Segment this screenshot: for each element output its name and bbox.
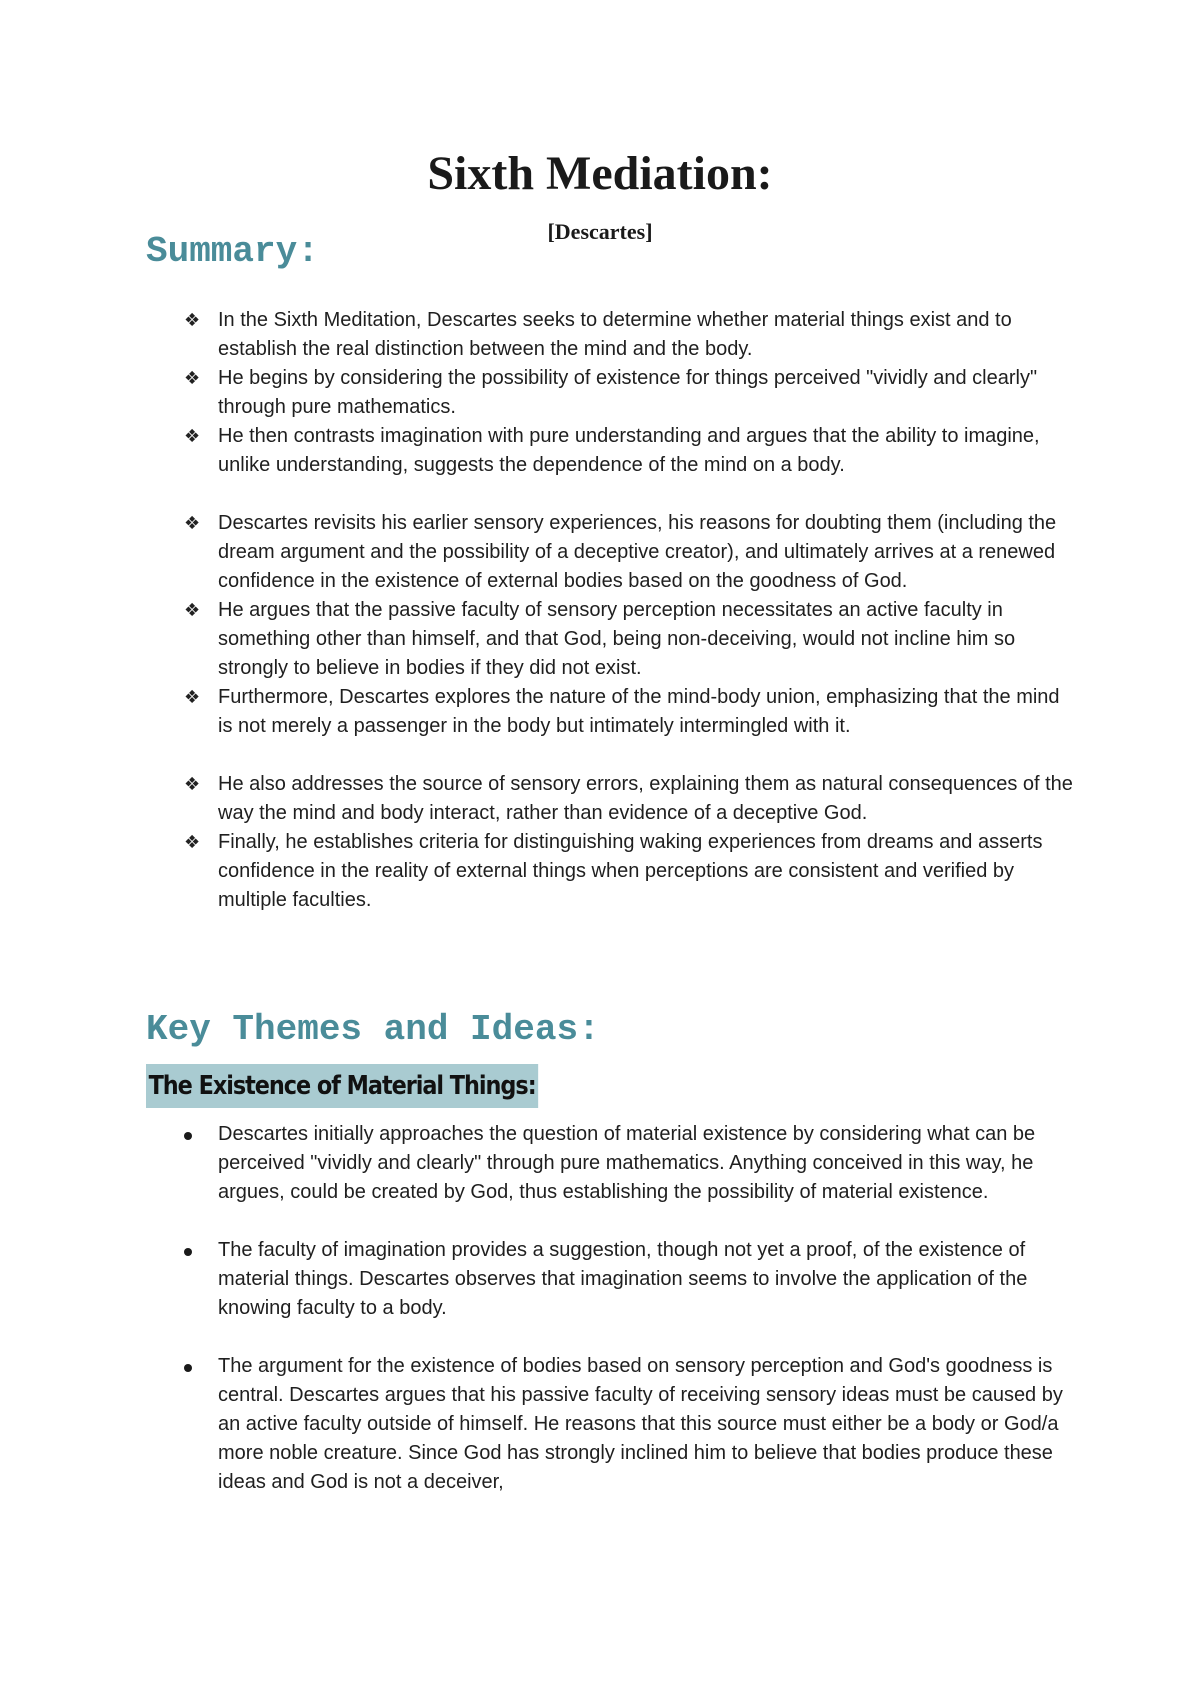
key-themes-list: [0, 1120, 1200, 1497]
document-title: Sixth Mediation:: [427, 147, 773, 200]
summary-item: [0, 364, 1078, 422]
summary-heading: Summary:: [146, 231, 319, 272]
summary-item-text: He argues that the passive faculty of sensory perception necessitates an active faculty in something other than himself, and that God, being non-deceiving, would not incline him so strongly to believe in bodies if they did not exist.: [218, 599, 1016, 679]
theme-item-text: The argument for the existence of bodies based on sensory perception and God's goodness is central. Descartes argues that his passive faculty of receiving sensory ideas must be caused by an active faculty outside of himself. He reasons that this source must either be a body or God/a more noble creature. Since God has strongly inclined him to believe that bodies produce these ideas and God is not a deceiver,: [218, 1355, 1063, 1493]
summary-item: [0, 306, 1078, 364]
summary-item-text: Furthermore, Descartes explores the nature of the mind-body union, emphasizing that the mind is not merely a passenger in the body but intimately intermingled with it.: [218, 686, 1060, 737]
theme-item: [0, 1120, 1078, 1207]
document-author: [Descartes]: [547, 219, 653, 244]
summary-item: [0, 509, 1078, 596]
dot-bullet-icon: [184, 1132, 192, 1140]
summary-item-text: Descartes revisits his earlier sensory experiences, his reasons for doubting them (including the dream argument and the possibility of a deceptive creator), and ultimately arrives at a renewed confidence in the existence of external bodies based on the goodness of God.: [218, 512, 1057, 592]
diamond-bullet-icon: ❖: [184, 687, 201, 708]
summary-item-text: In the Sixth Meditation, Descartes seeks to determine whether material things exist and to establish the real distinction between the mind and the body.: [218, 309, 1012, 360]
theme-item-text: Descartes initially approaches the question of material existence by considering what can be perceived "vividly and clearly" through pure mathematics. Anything conceived in this way, he argues, could be created by God, thus establishing the possibility of material existence.: [218, 1123, 1036, 1203]
summary-item-text: He then contrasts imagination with pure understanding and argues that the ability to imagine, unlike understanding, suggests the dependence of the mind on a body.: [218, 425, 1040, 476]
summary-list: [0, 306, 1200, 915]
diamond-bullet-icon: ❖: [184, 513, 201, 534]
theme-item-text: The faculty of imagination provides a suggestion, though not yet a proof, of the existence of material things. Descartes observes that imagination seems to involve the application of the knowing faculty to a body.: [218, 1239, 1028, 1319]
existence-of-material-things-subheading: The Existence of Material Things:: [146, 1064, 538, 1108]
diamond-bullet-icon: ❖: [184, 600, 201, 621]
diamond-bullet-icon: ❖: [184, 368, 201, 389]
dot-bullet-icon: [184, 1364, 192, 1372]
summary-item: [0, 770, 1078, 828]
diamond-bullet-icon: ❖: [184, 774, 201, 795]
summary-item: [0, 683, 1078, 741]
dot-bullet-icon: [184, 1248, 192, 1256]
summary-item-text: He also addresses the source of sensory errors, explaining them as natural consequences of the way the mind and body interact, rather than evidence of a deceptive God.: [218, 773, 1073, 824]
summary-item-text: Finally, he establishes criteria for distinguishing waking experiences from dreams and asserts confidence in the reality of external things when perceptions are consistent and verified by multiple faculties.: [218, 831, 1043, 911]
summary-item-text: He begins by considering the possibility of existence for things perceived "vividly and clearly" through pure mathematics.: [218, 367, 1038, 418]
summary-item: [0, 422, 1078, 480]
summary-item: [0, 828, 1078, 915]
theme-item: [0, 1236, 1078, 1323]
diamond-bullet-icon: ❖: [184, 832, 201, 853]
key-themes-heading: Key Themes and Ideas:: [146, 1009, 600, 1050]
diamond-bullet-icon: ❖: [184, 426, 201, 447]
diamond-bullet-icon: ❖: [184, 310, 201, 331]
theme-item: [0, 1352, 1078, 1497]
summary-item: [0, 596, 1078, 683]
